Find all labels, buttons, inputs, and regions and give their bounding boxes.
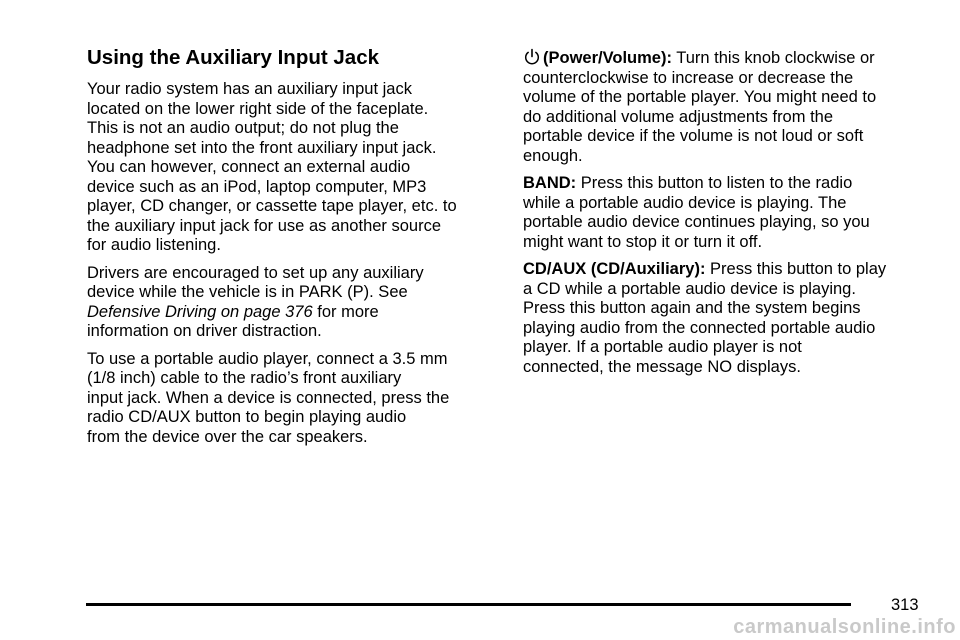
power-icon — [523, 48, 541, 66]
paragraph-aux-jack-intro: Your radio system has an auxiliary input jack located on the lower right side of the faceplate. This is not an audio output; do not plug the headphone set into the front auxiliary input jack. You can however, connect an external audio device such as an iPod, laptop computer, MP3 player, CD changer, or cassette tape player, etc. to the auxiliary input jack for use as another source for audio listening. — [87, 80, 457, 254]
term-band: BAND: — [523, 174, 577, 192]
term-cd-aux: CD/AUX (CD/Auxiliary): — [523, 260, 706, 278]
paragraph-power-volume: (Power/Volume): Turn this knob clockwise or counterclockwise to increase or decrease the volume of the portable player. You might need to do additional volume adjustments from the portable device if the volume is not loud or soft enough. — [523, 49, 877, 165]
paragraph-driver-distraction: Drivers are encouraged to set up any auxiliary device while the vehicle is in PARK (P). See Defensive Driving on page 376 for more information on driver distraction. — [87, 263, 424, 340]
section-title: Using the Auxiliary Input Jack — [87, 46, 380, 69]
paragraph-cd-aux: CD/AUX (CD/Auxiliary): Press this button to play a CD while a portable audio device is playing. Press this button again and the system begins playing audio from the connected portable audio player. If a portable audio player is not connected, the message NO displays. — [523, 260, 887, 376]
footer-rule — [86, 603, 851, 606]
watermark: carmanualsonline.info — [733, 616, 956, 638]
paragraph-band: BAND: Press this button to listen to the radio while a portable audio device is playing. The portable audio device continues playing, so you might want to stop it or turn it off. — [523, 174, 870, 251]
left-column — [87, 46, 507, 455]
term-power-volume: (Power/Volume): — [543, 49, 672, 67]
right-column — [523, 48, 943, 385]
paragraph-portable-player: To use a portable audio player, connect a 3.5 mm (1/8 inch) cable to the radio’s front auxiliary input jack. When a device is connected, press the radio CD/AUX button to begin playing audio from the device over the car speakers. — [87, 349, 450, 446]
cross-reference-link[interactable]: Defensive Driving on page 376 — [87, 302, 313, 321]
page-number: 313 — [891, 596, 919, 614]
